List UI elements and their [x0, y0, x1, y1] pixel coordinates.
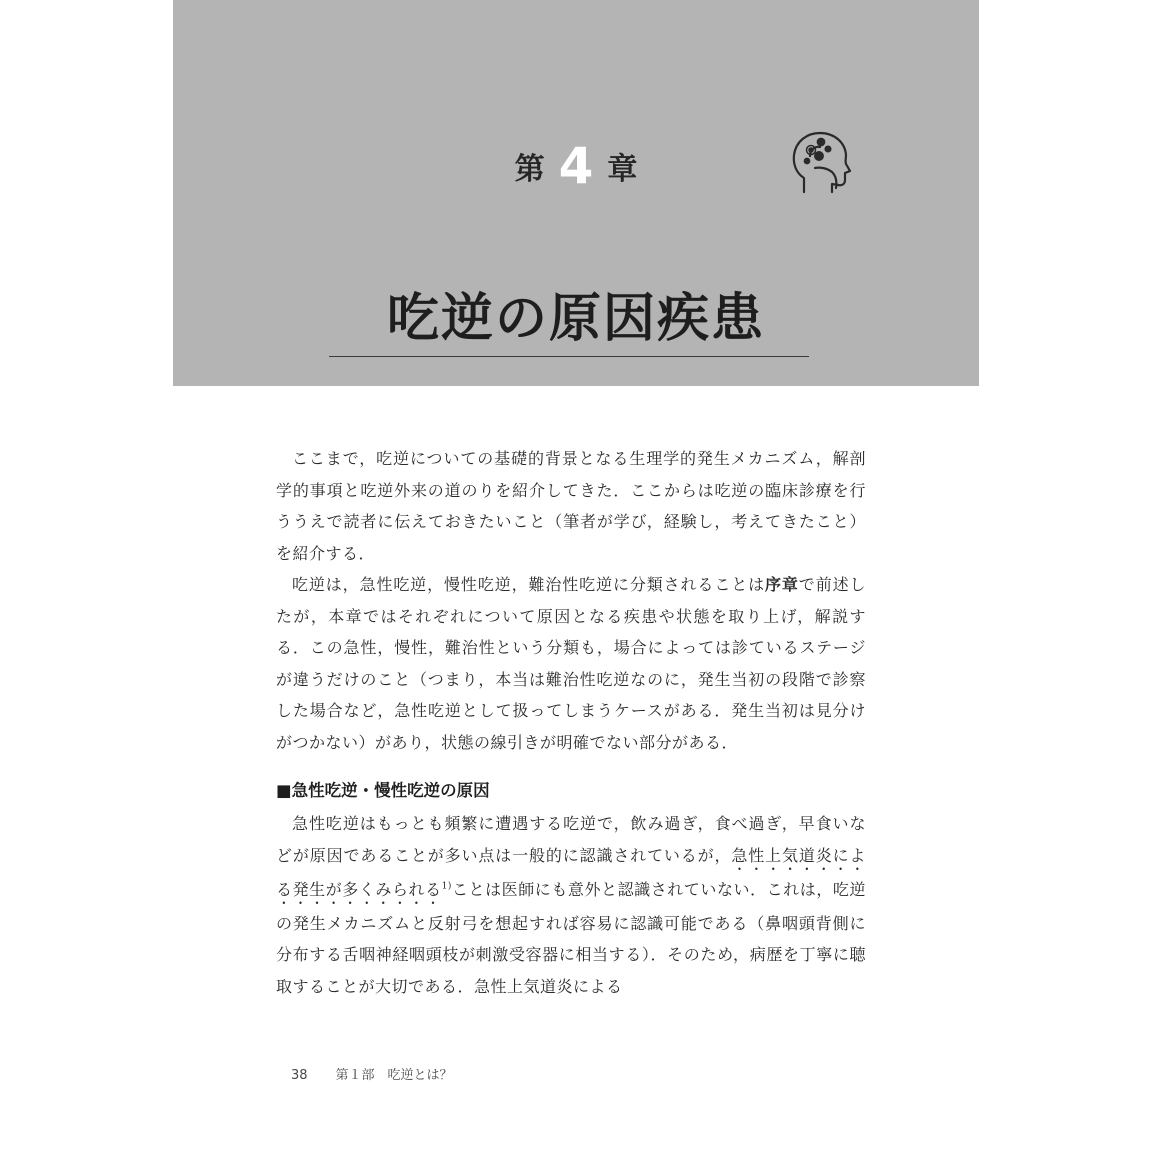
paragraph-acute-end: ことは医師にも意外と認識されていない．これは，吃逆の発生メカニズムと反射弓を想起すれば容易に認識可能である（鼻咽頭背側に分布する舌咽神経咽頭枝が刺激受容器に相当する）．そのため，病歴を丁寧に聴取することが大切である．急性上気道炎による [276, 879, 866, 996]
main-text [276, 443, 866, 1002]
paragraph-intro: ここまで，吃逆についての基礎的背景となる生理学的発生メカニズム，解剖学的事項と吃逆外来の道のりを紹介してきた．ここからは吃逆の臨床診療を行ううえで読者に伝えておきたいこと（筆者が学び，経験し，考えてきたこと）を紹介する． [276, 449, 866, 563]
reference-superscript: 1) [441, 881, 452, 892]
paragraph-classification-end: で前述したが，本章ではそれぞれについて原因となる疾患や状態を取り上げ，解説する．この急性，慢性，難治性という分類も，場合によっては診ているステージが違うだけのこと（つまり，本当は難治性吃逆なのに，発生当初の段階で診察した場合など，急性吃逆として扱ってしまうケースがある．発生当初は見分けがつかない）があり，状態の線引きが明確でない部分がある． [276, 575, 866, 752]
chapter-header [173, 0, 979, 386]
paragraph-acute-start: 急性吃逆はもっとも頻繁に遭遇する吃逆で，飲み過ぎ，食べ過ぎ，早食いなどが原因であることが多い点は一般的に認識されているが， [276, 814, 866, 865]
cross-reference-link: 序章 [765, 575, 799, 594]
emphasized-text: 急性上気道炎による発生が多くみられる [276, 845, 866, 899]
chapter-suffix: 章 [607, 152, 638, 187]
head-brain-icon [790, 128, 852, 200]
running-footer-title: 第１部 吃逆とは？ [335, 1068, 453, 1083]
paragraph-classification [276, 569, 866, 758]
chapter-number: 4 [558, 137, 594, 195]
chapter-title: 吃逆の原因疾患 [386, 289, 765, 349]
page-number: 38 [291, 1068, 308, 1083]
section-heading: ■急性吃逆・慢性吃逆の原因 [276, 781, 490, 800]
page-footer [291, 1066, 453, 1086]
paragraph-classification-start: 吃逆は，急性吃逆，慢性吃逆，難治性吃逆に分類されることは [292, 575, 765, 594]
title-underline [329, 356, 809, 357]
chapter-label [173, 138, 979, 198]
paragraph-acute-causes [276, 808, 866, 1002]
chapter-prefix: 第 [514, 152, 545, 187]
